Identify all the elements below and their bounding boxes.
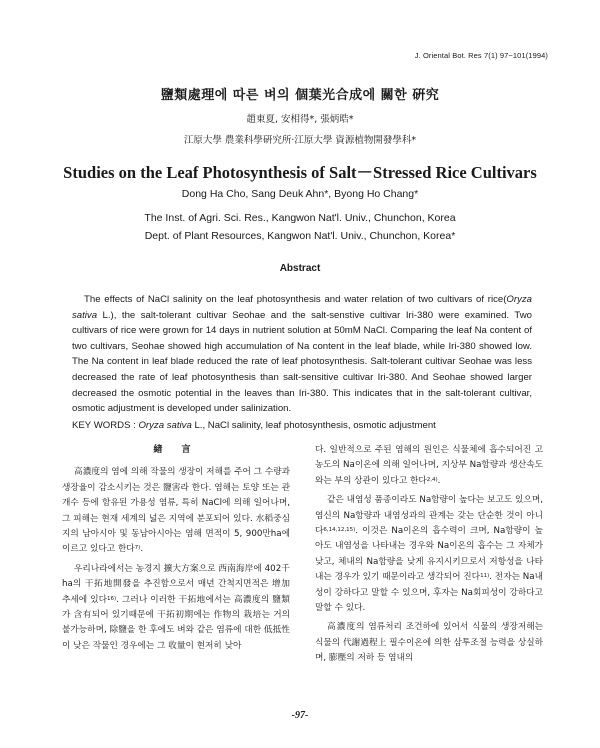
korean-title: 鹽類處理에 따른 벼의 個葉光合成에 關한 硏究 <box>160 88 440 103</box>
left-paragraph-2 <box>62 562 290 654</box>
right-paragraph-2 <box>315 493 543 616</box>
abstract-heading: Abstract <box>279 263 321 274</box>
abstract-text-post: L.), the salt-tolerant cultivar Seohae and the salt-senstive cultivar Iri-380 were examined. Two cultivars of rice were grown for 14 days in nutrient solution at 50mM NaCl. Comparing the leaf Na content of two cultivars, Seohae showed high accumulation of Na content in the leaf blade, while Iri-380 showed low. The Na content in leaf blade reduced the rate of leaf photosynthesis. Salt-tolerant cultivar Seohae was less decreased the rate of leaf photosynthesis than salt-sensitive cultivar Iri-380. And Seohae showed larger decreased the osmotic potential in the leaves than Iri-380. This indicates that in the salt-tolerant cultivar, osmotic adjustment is developed under salinization. <box>72 309 532 415</box>
abstract-text-pre: The effects of NaCl salinity on the leaf photosynthesis and water relation of two cultivars of rice( <box>84 294 507 305</box>
left-p1-end: . <box>140 544 144 555</box>
korean-authors: 趙東夏, 安相得*, 張炳晧* <box>246 114 354 125</box>
citation-ref: 2,4) <box>426 476 438 483</box>
korean-affiliations: 江原大學 農業科學硏究所·江原大學 資源植物開發學科* <box>183 135 417 146</box>
left-column <box>62 443 290 658</box>
right-p1-end: . <box>437 475 441 486</box>
keywords-label: KEY WORDS : <box>72 420 139 431</box>
affiliation-2: Dept. of Plant Resources, Kangwon Nat'l. Univ., Chunchon, Korea* <box>144 230 456 242</box>
keywords-species: Oryza sativa <box>138 420 192 431</box>
left-p1-text: 高濃度의 염에 의해 작물의 생장이 저해를 주어 그 수량과 생장율이 감소시키는 것은 鹽害라 한다. 염해는 토양 또는 관개수 등에 함유된 가용성 염류, 특히 NaCl에 의해 일어나며, 그 피해는 현재 세계의 넓은 지역에 분포되어 있다. 水稻중심지의 남아시아 및 동남아시아는 염해 면적이 5, 900만ha에 이르고 있다고 한다 <box>62 467 290 555</box>
right-p2-end: . 전자는 Na내성이 강하다고 말할 수 있으며, 후자는 Na회피성이 강하다고 말할 수 있다. <box>315 572 543 614</box>
left-paragraph-1 <box>62 465 290 557</box>
intro-heading: 緖 言 <box>153 445 199 455</box>
citation-ref: 6,14,12,15) <box>323 527 356 534</box>
left-p2-text: 우리나라에서는 농경지 擴大方案으로 西南海岸에 402千ha의 干拓地開發을 추진함으로서 매년 간척지면적은 增加추세에 있다 <box>62 563 290 605</box>
citation-ref: 7) <box>134 545 141 552</box>
abstract-species: Oryza sativa <box>72 294 532 321</box>
abstract-body <box>72 292 532 417</box>
left-p2-end: . 그러나 이러한 干拓地에서는 高濃度의 鹽類가 含有되어 있기때문에 干拓初期에는 作物의 栽培는 거의 불가능하며, 除鹽을 한 후에도 벼와 같은 염류에 대한 低抵性이 낮은 작물인 경우에는 그 收量이 현저히 낮아 <box>62 594 290 651</box>
english-authors: Dong Ha Cho, Sang Deuk Ahn*, Byong Ho Chang* <box>181 188 419 200</box>
right-column <box>315 443 543 671</box>
keywords <box>72 420 542 431</box>
right-paragraph-3 <box>315 620 543 666</box>
right-p3-text: 高濃度의 염류처리 조건하에 있어서 식물의 생장저해는 식물의 代謝過程上 필수이온에 의한 삼투조절 능력을 상실하며, 膨壓의 저하 등 염내의 <box>315 622 543 664</box>
keywords-rest: L., NaCl salinity, leaf photosynthesis, osmotic adjustment <box>191 420 436 431</box>
english-title: Studies on the Leaf Photosynthesis of Salt－Stressed Rice Cultivars <box>63 163 537 182</box>
right-p2-mid: . 이것은 Na이온의 흡수력이 크며, Na함량이 높아도 내염성을 나타내는 경우와 Na이온의 흡수는 그 자체가 낮고, 체내의 Na함량을 낮게 유지시키므로서 저항성을 나타내는 경우가 있기 때문이라고 생각되어 진다 <box>315 526 543 583</box>
citation-ref: 16) <box>107 595 117 602</box>
journal-citation: J. Oriental Bot. Res 7(1) 97~101(1994) <box>414 51 548 60</box>
right-paragraph-1 <box>315 443 543 489</box>
right-p1-text: 다. 일반적으로 주된 염해의 원인은 식물체에 흡수되어진 고농도의 Na이온에 의해 일어나며, 지상부 Na함량과 생산속도와는 부의 상관이 있다고 한다 <box>315 445 543 486</box>
right-p2-text: 같은 내염성 품종이라도 Na함량이 높다는 보고도 있으며, 염신의 Na함량과 내염성과의 관계는 갖는 단순한 것이 아니다 <box>315 495 543 537</box>
page-number: -97- <box>291 710 309 721</box>
citation-ref: 11) <box>480 573 490 580</box>
affiliation-1: The Inst. of Agri. Sci. Res., Kangwon Nat'l. Univ., Chunchon, Korea <box>144 212 456 224</box>
